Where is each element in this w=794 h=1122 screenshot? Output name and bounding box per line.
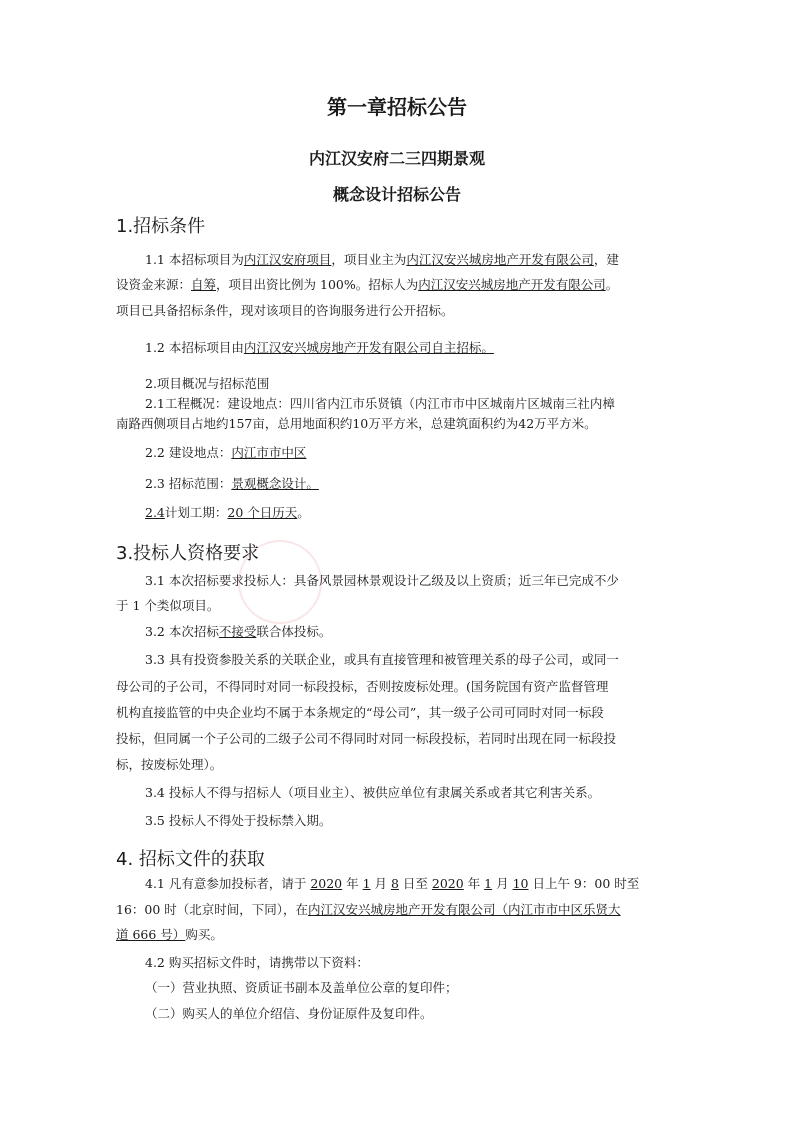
paragraph-2-1-line-1: 2.1工程概况：建设地点：四川省内江市乐贤镇（内江市市中区城南片区城南三社内樟 — [145, 396, 615, 411]
chapter-title: 第一章招标公告 — [327, 95, 467, 119]
paragraph-3-4: 3.4 投标人不得与招标人（项目业主）、被供应单位有隶属关系或者其它利害关系。 — [145, 785, 601, 800]
paragraph-3-3-line-2: 母公司的子公司，不得同时对同一标段投标，否则按废标处理。(国务院国有资产监督管理 — [116, 679, 609, 694]
section-heading-3: 3.投标人资格要求 — [116, 543, 260, 564]
paragraph-4-1-line-3: 道 666 号）购买。 — [116, 927, 223, 942]
paragraph-3-3-line-5: 标，按废标处理）。 — [116, 757, 223, 772]
paragraph-3-2: 3.2 本次招标不接受联合体投标。 — [145, 624, 332, 639]
paragraph-4-1-line-2: 16：00 时（北京时间，下同），在内江汉安兴城房地产开发有限公司（内江市市中区乐贤大 — [116, 902, 621, 917]
paragraph-4-2-item-2: （二）购买人的单位介绍信、身份证原件及复印件。 — [145, 1006, 433, 1021]
paragraph-1-2: 1.2 本招标项目由内江汉安兴城房地产开发有限公司自主招标。 — [145, 340, 494, 355]
paragraph-4-1-line-1: 4.1 凡有意参加投标者，请于 2020 年 1 月 8 日至 2020 年 1 月 10 日上午 9：00 时至 — [145, 876, 640, 891]
paragraph-3-1-line-1: 3.1 本次招标要求投标人：具备风景园林景观设计乙级及以上资质；近三年已完成不少 — [145, 573, 619, 588]
paragraph-3-3-line-1: 3.3 具有投资参股关系的关联企业，或具有直接管理和被管理关系的母子公司，或同一 — [145, 652, 619, 667]
section-heading-2: 2.项目概况与招标范围 — [145, 376, 270, 391]
paragraph-3-3-line-3: 机构直接监管的中央企业均不属于本条规定的“母公司”，其一级子公司可同时对同一标段 — [116, 705, 604, 720]
paragraph-2-4: 2.4计划工期：20 个日历天。 — [145, 505, 310, 520]
project-title: 内江汉安府二三四期景观 — [308, 149, 485, 168]
paragraph-1-1-line-3: 项目已具备招标条件，现对该项目的咨询服务进行公开招标。 — [116, 303, 454, 318]
paragraph-2-3: 2.3 招标范围：景观概念设计。 — [145, 476, 319, 491]
section-heading-1: 1.招标条件 — [116, 216, 206, 237]
paragraph-2-1-line-2: 南路西侧项目占地约157亩，总用地面积约10万平方米，总建筑面积约为42万平方米。 — [116, 416, 597, 431]
paragraph-1-1-line-2: 设资金来源：自筹，项目出资比例为 100%。招标人为内江汉安兴城房地产开发有限公司。 — [116, 277, 619, 292]
announcement-subtitle: 概念设计招标公告 — [332, 185, 461, 204]
paragraph-3-3-line-4: 投标，但同属一个子公司的二级子公司不得同时对同一标段投标，若同时出现在同一标段投 — [116, 731, 617, 746]
paragraph-4-2-item-1: （一）营业执照、资质证书副本及盖单位公章的复印件； — [145, 980, 458, 995]
paragraph-3-1-line-2: 于 1 个类似项目。 — [116, 598, 220, 613]
paragraph-2-2: 2.2 建设地点：内江市市中区 — [145, 445, 307, 460]
paragraph-4-2: 4.2 购买招标文件时，请携带以下资料： — [145, 955, 369, 970]
section-heading-4: 4. 招标文件的获取 — [116, 849, 265, 870]
paragraph-3-5: 3.5 投标人不得处于投标禁入期。 — [145, 813, 332, 828]
paragraph-1-1-line-1: 1.1 本招标项目为内江汉安府项目，项目业主为内江汉安兴城房地产开发有限公司，建 — [145, 252, 619, 267]
